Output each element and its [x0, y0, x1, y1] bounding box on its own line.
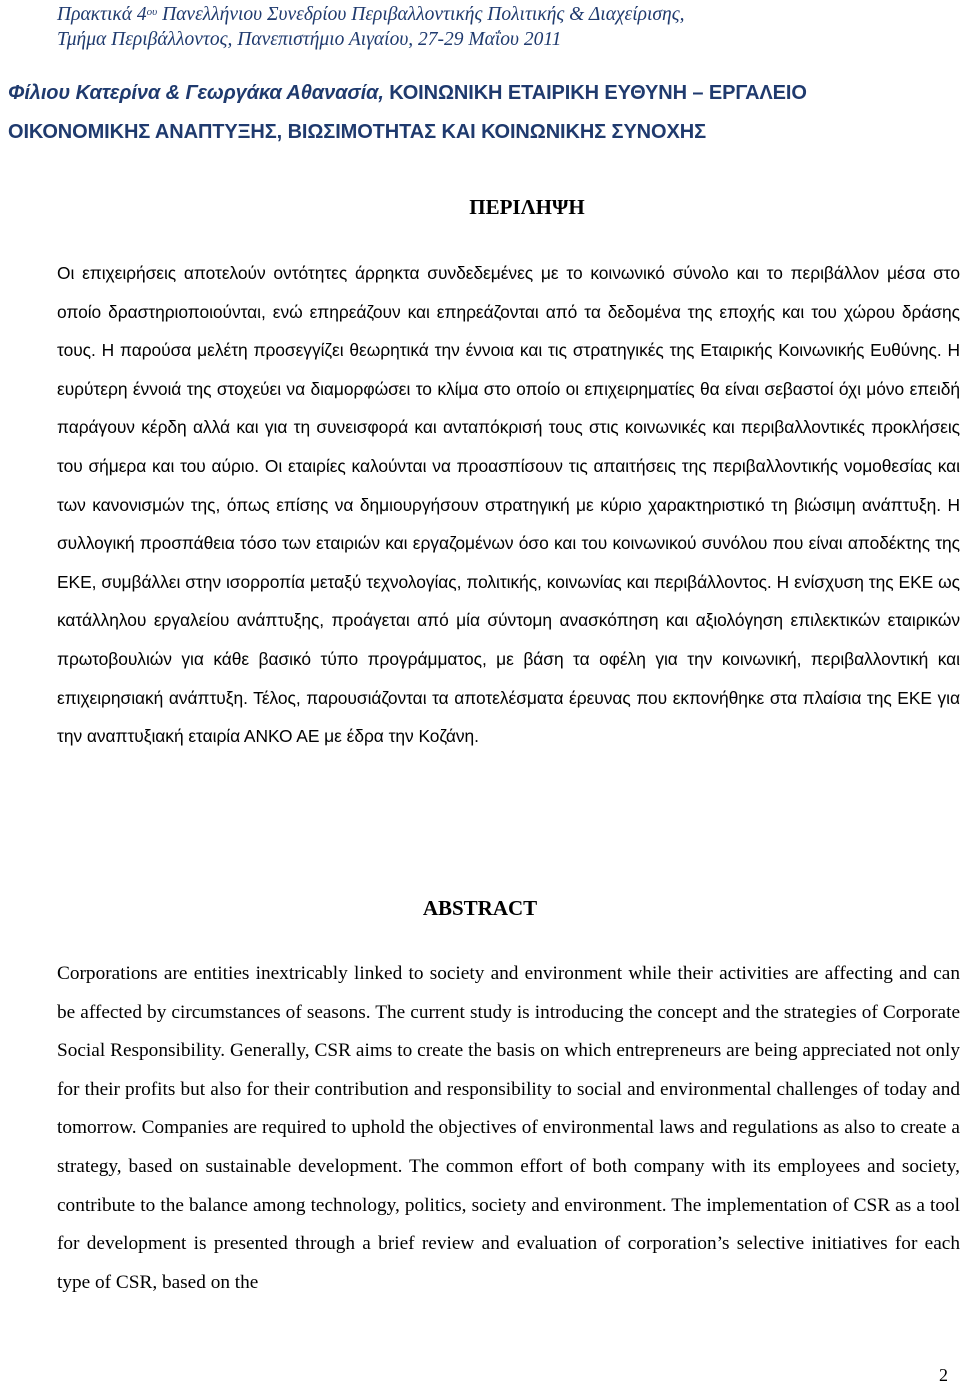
header-ordinal-superscript: ου: [146, 6, 158, 18]
paper-title-block: [8, 74, 938, 152]
page-number: 2: [939, 1365, 948, 1385]
greek-summary-paragraph: Οι επιχειρήσεις αποτελούν οντότητες άρρηκτα συνδεδεμένες με το κοινωνικό σύνολο και το περιβάλλον μέσα στο οποίο δραστηριοποιούνται, ενώ επηρεάζουν και επηρεάζονται από τα δεδομένα της εποχής και του χώρου δράσης τους. Η παρούσα μελέτη προσεγγίζει θεωρητικά την έννοια και τις στρατηγικές της Εταιρικής Κοινωνικής Ευθύνης. Η ευρύτερη έννοιά της στοχεύει να διαμορφώσει το κλίμα στο οποίο οι επιχειρηματίες θα είναι σεβαστοί όχι μόνο επειδή παράγουν κέρδη αλλά και για τη συνεισφορά και ανταπόκρισή τους στις κοινωνικές και περιβαλλοντικές προκλήσεις του σήμερα και του αύριο. Οι εταιρίες καλούνται να προασπίσουν τις απαιτήσεις της περιβαλλοντικής νομοθεσίας και των κανονισμών της, όπως επίσης να δημιουργήσουν στρατηγική με κύριο χαρακτηριστικό τη βιώσιμη ανάπτυξη. Η συλλογική προσπάθεια τόσο των εταιριών και εργαζομένων όσο και του κοινωνικού συνόλου που είναι αποδέκτης της ΕΚΕ, συμβάλλει στην ισορροπία μεταξύ τεχνολογίας, πολιτικής, κοινωνίας και περιβάλλοντος. Η ενίσχυση της ΕΚΕ ως κατάλληλου εργαλείου ανάπτυξης, προάγεται από μία σύντομη ανασκόπηση και αξιολόγηση επιλεκτικών εταιρικών πρωτοβουλιών για κάθε βασικό τύπο προγράμματος, με βάση τα οφέλη για την κοινωνική, περιβαλλοντική και επιχειρησιακή ανάπτυξη. Τέλος, παρουσιάζονται τα αποτελέσματα έρευνας που εκπονήθηκε στα πλαίσια της ΕΚΕ για την αναπτυξιακή εταιρία ΑΝΚΟ ΑΕ με έδρα την Κοζάνη.: [57, 263, 960, 747]
abstract-heading: ABSTRACT: [422, 896, 538, 920]
proceedings-header: [57, 2, 937, 52]
header-line-1-prefix: Πρακτικά 4: [57, 4, 147, 25]
abstract-paragraph: Corporations are entities inextricably linked to society and environment while their activities are affecting and can be affected by circumstances of seasons. The current study is introducing the concept and the strategies of Corporate Social Responsibility. Generally, CSR aims to create the basis on which entrepreneurs are being appreciated not only for their profits but also for their contribution and responsibility to social and environmental challenges of today and tomorrow. Companies are required to uphold the objectives of environmental laws and regulations as also to create a strategy, based on sustainable development. The common effort of both company with its employees and society, contribute to the balance among technology, politics, society and environment. The implementation of CSR as a tool for development is presented through a brief review and evaluation of corporation’s selective initiatives for each type of CSR, based on the: [57, 963, 960, 1293]
paper-title: ΚΟΙΝΩΝΙΚΗ ΕΤΑΙΡΙΚΗ ΕΥΘΥΝΗ – ΕΡΓΑΛΕΙΟ ΟΙΚΟΝΟΜΙΚΗΣ ΑΝΑΠΤΥΞΗΣ, ΒΙΩΣΙΜΟΤΗΤΑΣ ΚΑΙ ΚΟΙΝΩΝΙΚΗΣ ΣΥΝΟΧΗΣ: [8, 82, 807, 143]
header-line-2: Τμήμα Περιβάλλοντος, Πανεπιστήμιο Αιγαίου, 27-29 Μαΐου 2011: [57, 29, 562, 50]
greek-summary-heading: ΠΕΡΙΛΗΨΗ: [469, 195, 585, 219]
header-line-1: [57, 2, 937, 27]
paper-authors: Φίλιου Κατερίνα & Γεωργάκα Αθανασία,: [8, 82, 384, 104]
header-line-1-suffix: Πανελλήνιου Συνεδρίου Περιβαλλοντικής Πολιτικής & Διαχείρισης,: [157, 4, 685, 25]
